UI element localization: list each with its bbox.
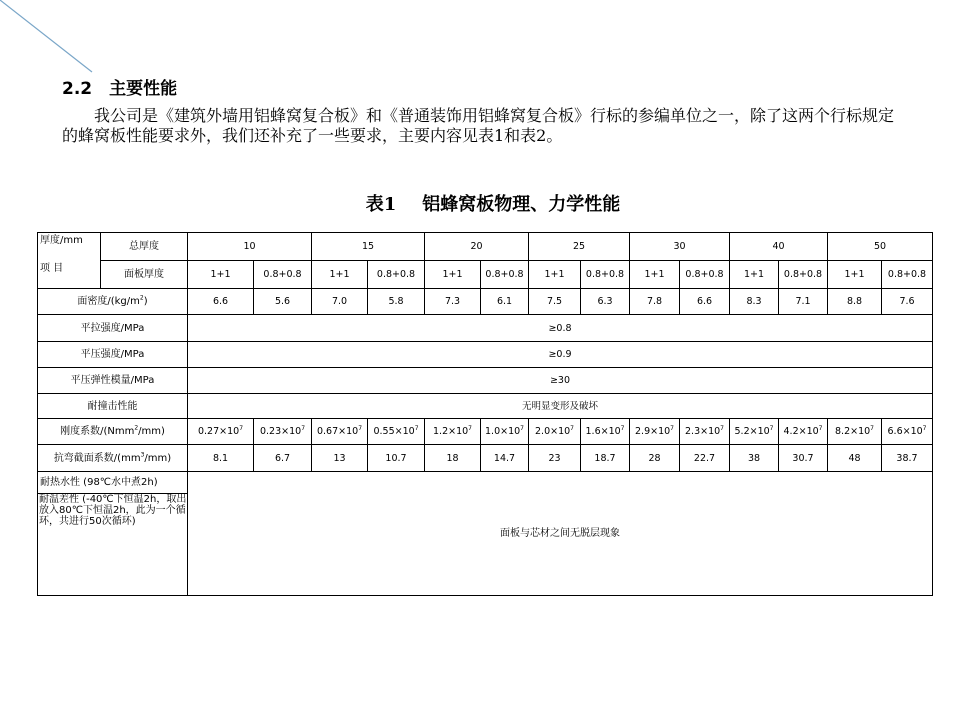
density-cell: 7.5	[529, 289, 581, 315]
face-thickness-cell: 0.8+0.8	[481, 261, 529, 289]
density-cell: 6.6	[680, 289, 730, 315]
stiffness-value: 2.3×10	[685, 426, 721, 437]
table-row	[38, 445, 933, 472]
stiffness-cell	[368, 419, 425, 445]
table-row	[38, 233, 933, 261]
total-thickness-cell: 30	[630, 233, 730, 261]
density-cell: 8.3	[730, 289, 779, 315]
face-thickness-cell: 1+1	[828, 261, 882, 289]
table-caption-number: 表1	[365, 194, 397, 215]
stiffness-value: 1.0×10	[485, 426, 521, 437]
face-thickness-cell: 0.8+0.8	[779, 261, 828, 289]
density-cell: 7.3	[425, 289, 481, 315]
stiffness-value: 0.67×10	[316, 426, 359, 437]
density-label	[38, 289, 188, 315]
stiffness-cell	[529, 419, 581, 445]
stiffness-value: 1.6×10	[585, 426, 621, 437]
face-thickness-cell: 1+1	[425, 261, 481, 289]
density-cell: 5.6	[254, 289, 312, 315]
section-modulus-cell: 18	[425, 445, 481, 472]
stiffness-value: 8.2×10	[835, 426, 871, 437]
face-thickness-cell: 0.8+0.8	[680, 261, 730, 289]
stiffness-exponent: 7	[570, 424, 574, 432]
stiffness-exponent: 7	[720, 424, 724, 432]
stiffness-label-sup: 2	[134, 424, 139, 432]
compressive-strength-value: ≥0.9	[188, 342, 933, 368]
table-caption-title: 铝蜂窝板物理、力学性能	[422, 194, 621, 215]
section-modulus-cell: 48	[828, 445, 882, 472]
section-modulus-cell: 38	[730, 445, 779, 472]
density-cell: 6.3	[581, 289, 630, 315]
corner-item-label: 项 目	[40, 263, 64, 274]
stiffness-cell	[425, 419, 481, 445]
stiffness-exponent: 7	[620, 424, 625, 432]
section-modulus-cell: 6.7	[254, 445, 312, 472]
corner-thickness-label: 厚度/mm	[40, 235, 83, 246]
total-thickness-cell: 25	[529, 233, 630, 261]
face-thickness-cell: 0.8+0.8	[882, 261, 933, 289]
table-row	[38, 315, 933, 342]
stiffness-cell	[581, 419, 630, 445]
stiffness-cell	[254, 419, 312, 445]
density-cell: 7.8	[630, 289, 680, 315]
section-modulus-cell: 10.7	[368, 445, 425, 472]
total-thickness-cell: 10	[188, 233, 312, 261]
section-modulus-cell: 18.7	[581, 445, 630, 472]
impact-resistance-value: 无明显变形及破坏	[188, 394, 933, 419]
section-modulus-label-sup: 3	[140, 451, 145, 459]
density-cell: 7.1	[779, 289, 828, 315]
stiffness-cell	[779, 419, 828, 445]
corner-diagonal-line	[0, 0, 100, 80]
section-modulus-label	[38, 445, 188, 472]
stiffness-cell	[680, 419, 730, 445]
header-corner-cell	[38, 233, 101, 289]
stiffness-exponent: 7	[922, 424, 927, 432]
stiffness-exponent: 7	[301, 424, 306, 432]
performance-table	[37, 232, 933, 596]
density-cell: 5.8	[368, 289, 425, 315]
section-modulus-cell: 23	[529, 445, 581, 472]
density-cell: 6.6	[188, 289, 254, 315]
stiffness-exponent: 7	[468, 424, 472, 432]
stiffness-cell	[312, 419, 368, 445]
stiffness-cell	[730, 419, 779, 445]
section-modulus-cell: 8.1	[188, 445, 254, 472]
face-thickness-cell: 1+1	[730, 261, 779, 289]
density-cell: 8.8	[828, 289, 882, 315]
stiffness-exponent: 7	[358, 424, 363, 432]
compressive-strength-label: 平压强度/MPa	[38, 342, 188, 368]
face-thickness-cell: 1+1	[312, 261, 368, 289]
table-row	[38, 419, 933, 445]
tensile-strength-label: 平拉强度/MPa	[38, 315, 188, 342]
table-row	[38, 342, 933, 368]
density-cell: 7.6	[882, 289, 933, 315]
table-row	[38, 394, 933, 419]
stiffness-exponent: 7	[670, 424, 674, 432]
stiffness-label	[38, 419, 188, 445]
density-label-sup: 2	[139, 294, 144, 302]
table-caption	[0, 190, 960, 216]
section-modulus-cell: 14.7	[481, 445, 529, 472]
stiffness-value: 6.6×10	[887, 426, 923, 437]
stiffness-exponent: 7	[520, 424, 524, 432]
table-row	[38, 368, 933, 394]
stiffness-exponent: 7	[414, 424, 419, 432]
total-thickness-cell: 20	[425, 233, 529, 261]
face-thickness-cell: 1+1	[529, 261, 581, 289]
section-modulus-cell: 13	[312, 445, 368, 472]
stiffness-exponent: 7	[769, 424, 774, 432]
face-thickness-label: 面板厚度	[101, 261, 188, 289]
stiffness-cell	[882, 419, 933, 445]
total-thickness-cell: 40	[730, 233, 828, 261]
stiffness-cell	[630, 419, 680, 445]
stiffness-value: 4.2×10	[783, 426, 819, 437]
face-thickness-cell: 1+1	[188, 261, 254, 289]
section-modulus-label-end: /mm)	[144, 452, 172, 464]
face-thickness-cell: 0.8+0.8	[581, 261, 630, 289]
total-thickness-cell: 15	[312, 233, 425, 261]
table-row	[38, 289, 933, 315]
section-modulus-cell: 38.7	[882, 445, 933, 472]
temperature-difference-label: 耐温差性 (-40℃下恒温2h，取出放入80℃下恒温2h，此为一个循环，共进行50次循环)	[38, 494, 188, 596]
stiffness-value: 0.55×10	[373, 426, 415, 437]
stiffness-value: 2.9×10	[635, 426, 671, 437]
stiffness-label-text: 刚度系数/(Nmm	[60, 426, 135, 437]
impact-resistance-label: 耐撞击性能	[38, 394, 188, 419]
stiffness-exponent: 7	[239, 424, 244, 432]
section-modulus-cell: 22.7	[680, 445, 730, 472]
intro-paragraph: 我公司是《建筑外墙用铝蜂窝复合板》和《普通装饰用铝蜂窝复合板》行标的参编单位之一，除了这两个行标规定的蜂窝板性能要求外，我们还补充了一些要求，主要内容见表1和表2。	[62, 106, 895, 145]
heat-water-resistance-label: 耐热水性 (98℃水中煮2h)	[38, 472, 188, 494]
bond-result-value: 面板与芯材之间无脱层现象	[188, 472, 933, 596]
stiffness-exponent: 7	[818, 424, 823, 432]
density-cell: 6.1	[481, 289, 529, 315]
compressive-modulus-label: 平压弹性模量/MPa	[38, 368, 188, 394]
stiffness-exponent: 7	[870, 424, 874, 432]
total-thickness-label: 总厚度	[101, 233, 188, 261]
stiffness-value: 0.23×10	[259, 426, 302, 437]
section-modulus-cell: 30.7	[779, 445, 828, 472]
stiffness-label-end: /mm)	[138, 426, 165, 437]
face-thickness-cell: 0.8+0.8	[368, 261, 425, 289]
stiffness-cell	[188, 419, 254, 445]
tensile-strength-value: ≥0.8	[188, 315, 933, 342]
density-cell: 7.0	[312, 289, 368, 315]
section-modulus-label-text: 抗弯截面系数/(mm	[53, 452, 141, 464]
density-label-end: )	[143, 296, 148, 307]
stiffness-value: 1.2×10	[433, 426, 469, 437]
section-heading: 2.2 主要性能	[62, 79, 178, 99]
table-row	[38, 472, 933, 494]
density-label-text: 面密度/(kg/m	[77, 296, 140, 307]
stiffness-value: 5.2×10	[734, 426, 770, 437]
stiffness-cell	[481, 419, 529, 445]
stiffness-value: 2.0×10	[535, 426, 571, 437]
face-thickness-cell: 1+1	[630, 261, 680, 289]
stiffness-cell	[828, 419, 882, 445]
compressive-modulus-value: ≥30	[188, 368, 933, 394]
total-thickness-cell: 50	[828, 233, 933, 261]
section-modulus-cell: 28	[630, 445, 680, 472]
stiffness-value: 0.27×10	[197, 426, 240, 437]
table-row	[38, 261, 933, 289]
face-thickness-cell: 0.8+0.8	[254, 261, 312, 289]
